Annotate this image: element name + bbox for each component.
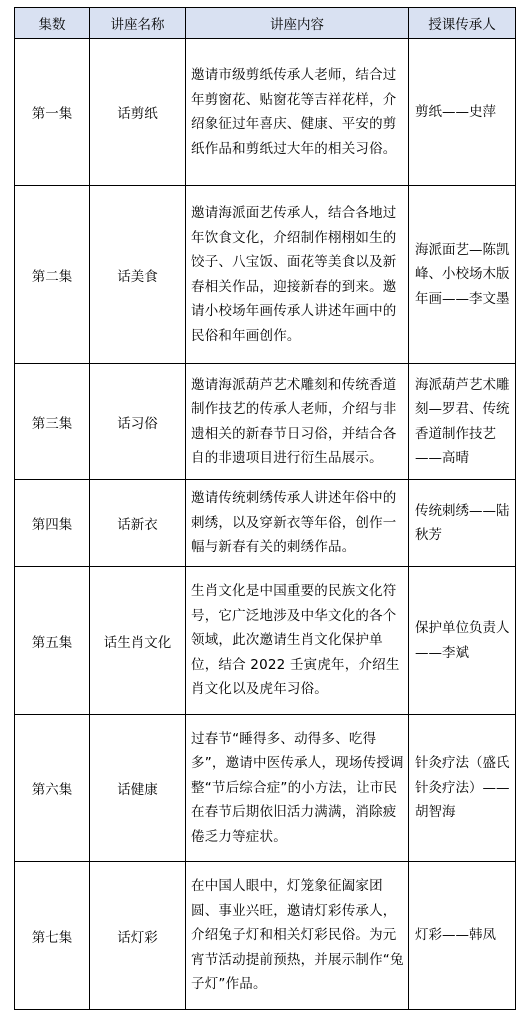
title-cell: 话美食 [90,186,186,364]
episode-cell: 第五集 [15,567,90,715]
instructor-cell: 传统刺绣——陆秋芳 [409,480,516,567]
instructor-cell: 海派面艺—陈凯峰、小校场木版年画——李文墨 [409,186,516,364]
header-lecture-title: 讲座名称 [90,8,186,39]
content-cell: 邀请海派葫芦艺术雕刻和传统香道制作技艺的传承人老师，介绍与非遗相关的新春节日习俗，并结合各自的非遗项目进行衍生品展示。 [186,364,409,480]
title-cell: 话新衣 [90,480,186,567]
episode-cell: 第六集 [15,715,90,862]
title-cell: 话习俗 [90,364,186,480]
content-cell: 在中国人眼中，灯笼象征阖家团圆、事业兴旺，邀请灯彩传承人，介绍兔子灯和相关灯彩民俗。为元宵节活动提前预热，并展示制作“兔子灯”作品。 [186,862,409,1010]
instructor-cell: 保护单位负责人——李斌 [409,567,516,715]
header-lecture-content: 讲座内容 [186,8,409,39]
table-row [15,186,516,364]
episode-cell: 第二集 [15,186,90,364]
table-row [15,364,516,480]
content-cell: 邀请传统刺绣传承人讲述年俗中的刺绣，以及穿新衣等年俗，创作一幅与新春有关的刺绣作品。 [186,480,409,567]
table-row [15,480,516,567]
header-instructor: 授课传承人 [409,8,516,39]
lecture-schedule-table [14,7,516,1010]
table-row [15,39,516,186]
content-cell: 邀请市级剪纸传承人老师，结合过年剪窗花、贴窗花等吉祥花样，介绍象征过年喜庆、健康、平安的剪纸作品和剪纸过大年的相关习俗。 [186,39,409,186]
title-cell: 话剪纸 [90,39,186,186]
header-episode: 集数 [15,8,90,39]
title-cell: 话健康 [90,715,186,862]
episode-cell: 第七集 [15,862,90,1010]
episode-cell: 第四集 [15,480,90,567]
episode-cell: 第三集 [15,364,90,480]
episode-cell: 第一集 [15,39,90,186]
table-row [15,567,516,715]
table-header-row [15,8,516,39]
instructor-cell: 海派葫芦艺术雕刻—罗君、传统香道制作技艺——高晴 [409,364,516,480]
instructor-cell: 灯彩——韩凤 [409,862,516,1010]
table-row [15,862,516,1010]
content-cell: 过春节“睡得多、动得多、吃得多”，邀请中医传承人，现场传授调整“节后综合症”的小方法，让市民在春节后期依旧活力满满，消除疲倦乏力等症状。 [186,715,409,862]
title-cell: 话生肖文化 [90,567,186,715]
instructor-cell: 针灸疗法（盛氏针灸疗法）——胡智海 [409,715,516,862]
content-cell: 生肖文化是中国重要的民族文化符号，它广泛地涉及中华文化的各个领域，此次邀请生肖文化保护单位，结合 2022 壬寅虎年，介绍生肖文化以及虎年习俗。 [186,567,409,715]
content-cell: 邀请海派面艺传承人，结合各地过年饮食文化，介绍制作栩栩如生的饺子、八宝饭、面花等美食以及新春相关作品，迎接新春的到来。邀请小校场年画传承人讲述年画中的民俗和年画创作。 [186,186,409,364]
table-row [15,715,516,862]
title-cell: 话灯彩 [90,862,186,1010]
instructor-cell: 剪纸——史萍 [409,39,516,186]
